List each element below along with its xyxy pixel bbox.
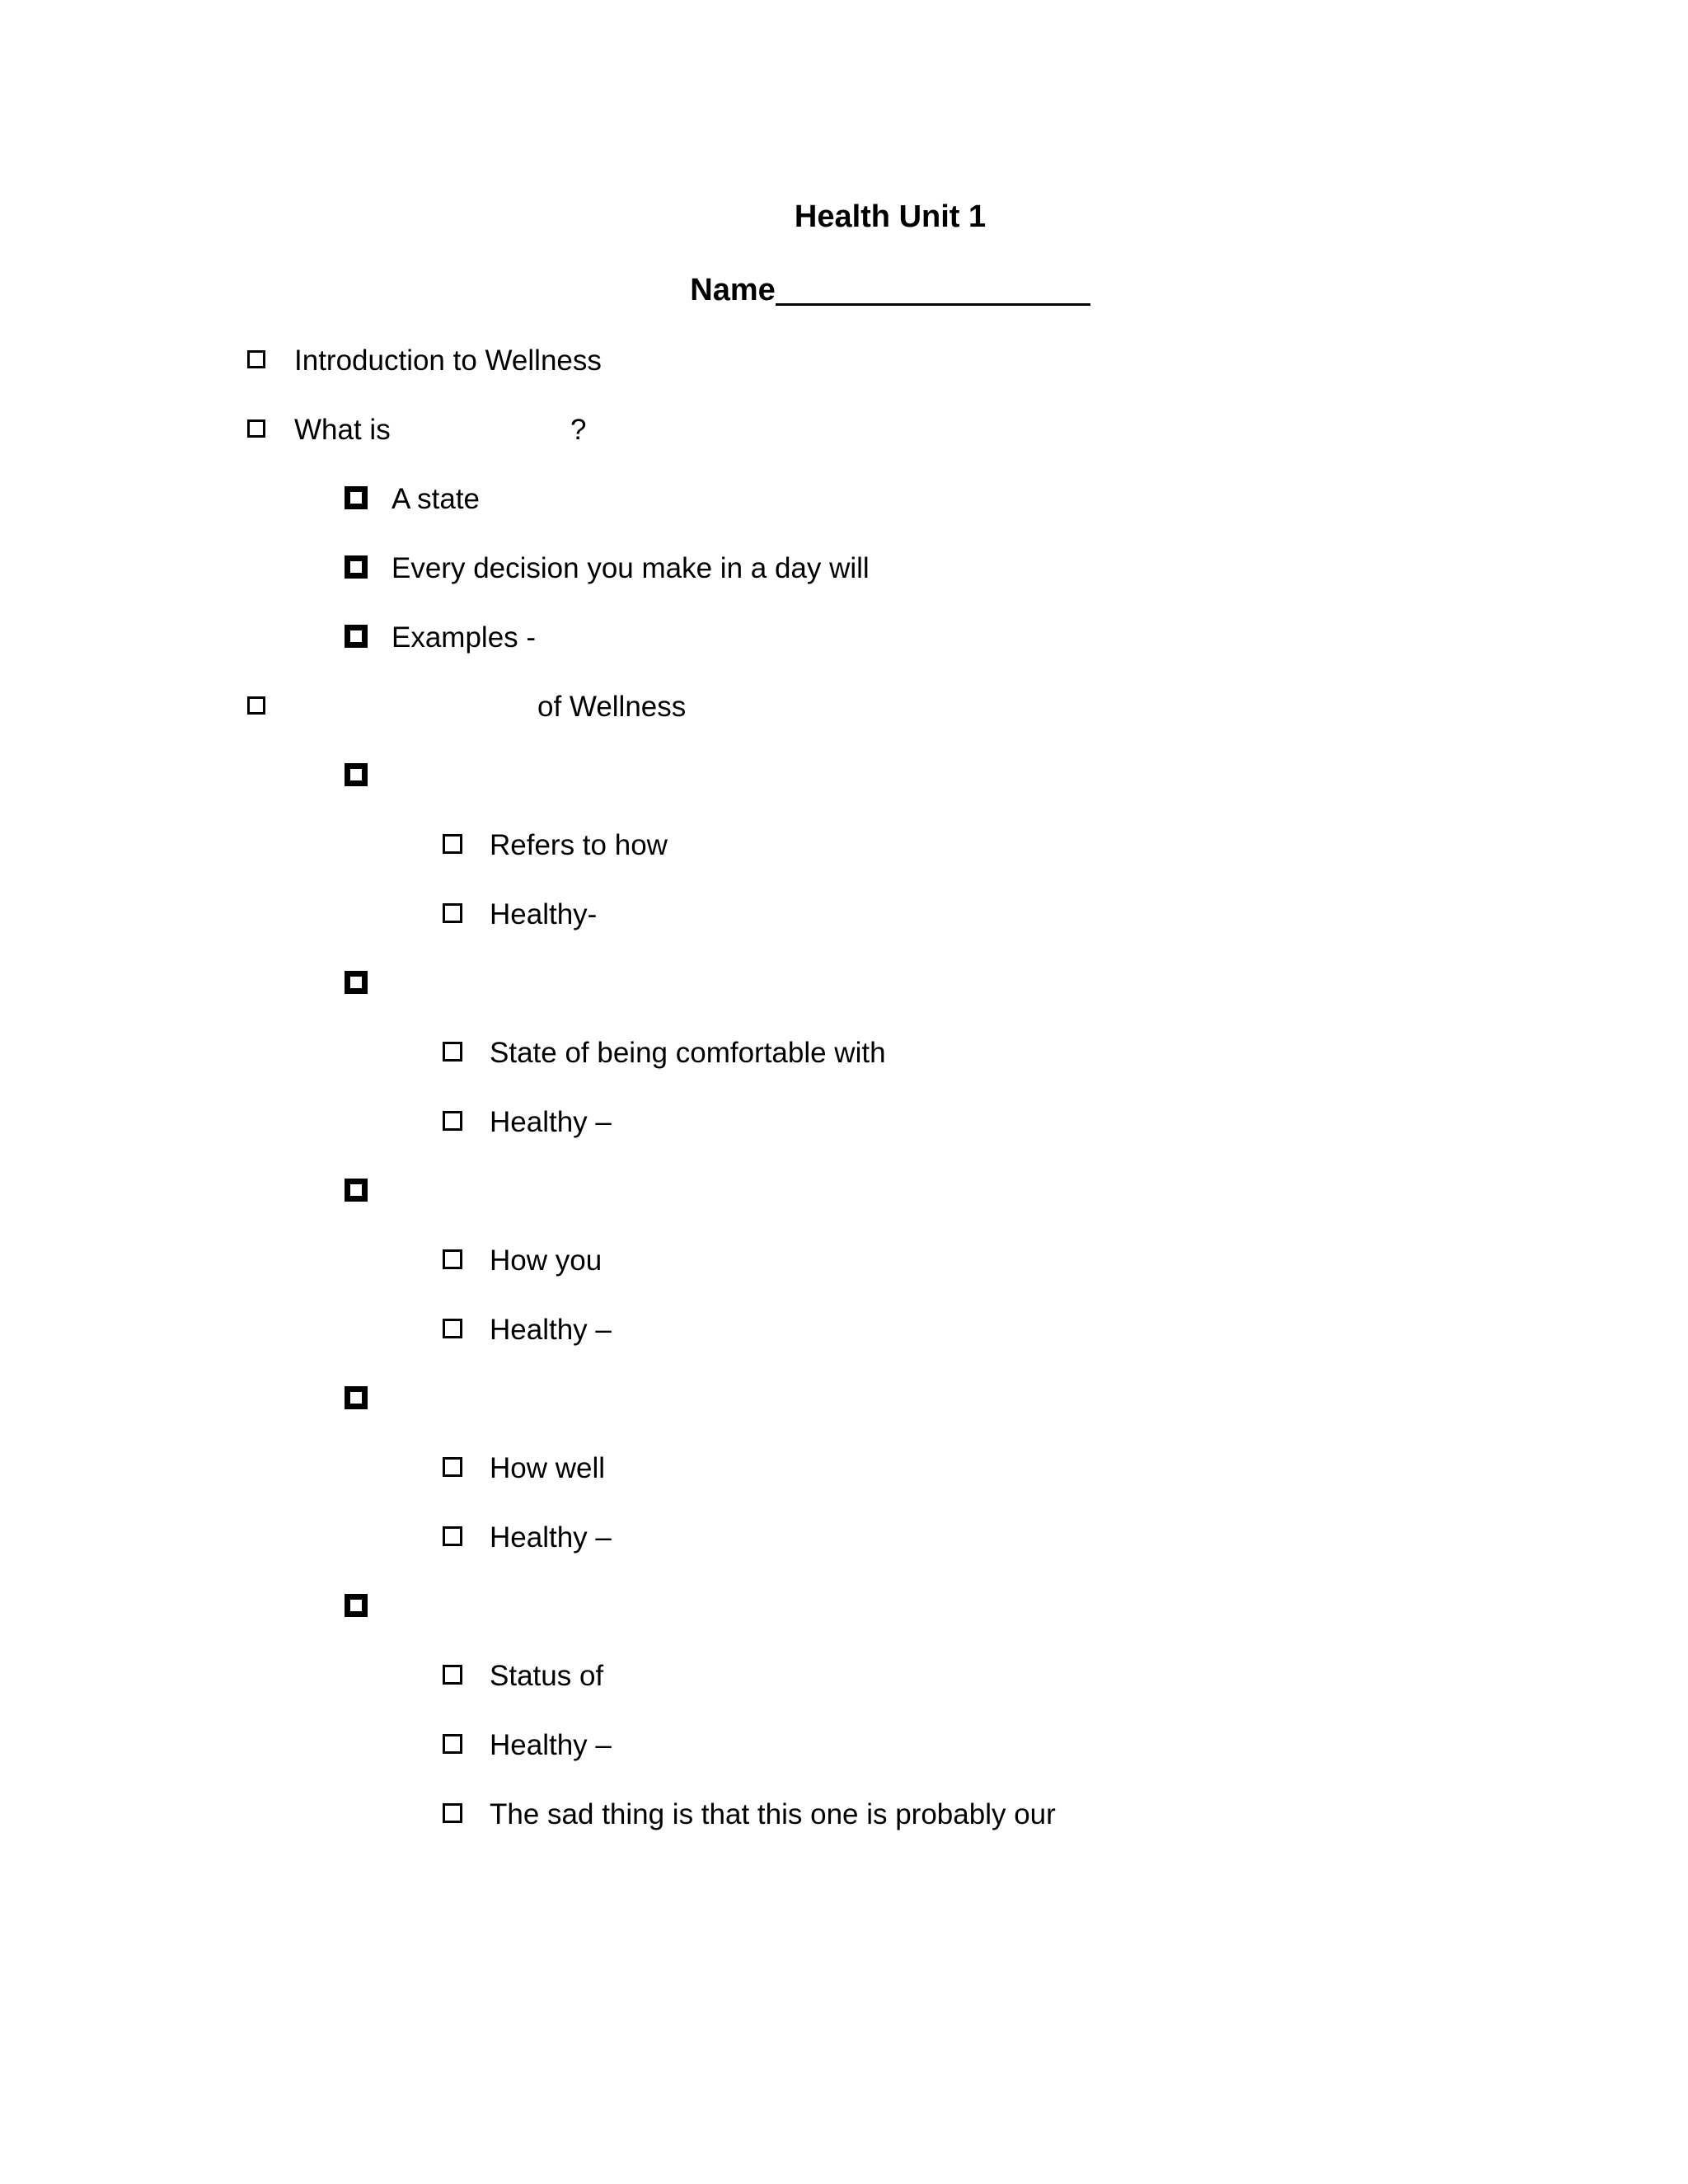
outline-item	[0, 1794, 1688, 1835]
outline-item-text: A state	[392, 483, 481, 515]
checkbox-bullet-icon	[443, 1526, 462, 1546]
outline-item-text: Examples -	[392, 621, 537, 654]
outline-item	[0, 687, 1688, 728]
outline-item	[0, 1725, 1688, 1766]
outline-item	[0, 1448, 1688, 1489]
outline-item-text-after-blank: ?	[570, 414, 587, 446]
outline-item-text: The sad thing is that this one is probably our	[490, 1798, 1056, 1830]
outline-item-text: Healthy –	[490, 1314, 612, 1346]
filled-bullet-icon	[345, 1594, 368, 1617]
name-field	[0, 269, 1688, 311]
outline-item	[0, 825, 1688, 866]
outline-item	[0, 410, 1688, 451]
filled-bullet-icon	[345, 763, 368, 786]
checkbox-bullet-icon	[443, 1249, 462, 1269]
checkbox-bullet-icon	[247, 350, 265, 368]
outline-item	[0, 1656, 1688, 1697]
checkbox-bullet-icon	[443, 1803, 462, 1823]
filled-bullet-icon	[345, 971, 368, 994]
outline-item-text: How well	[490, 1452, 606, 1484]
outline-item-text: Introduction to Wellness	[294, 344, 602, 377]
outline-item-text: Healthy-	[490, 898, 598, 930]
checkbox-bullet-icon	[247, 696, 265, 715]
outline-item	[0, 1379, 1688, 1420]
outline-item-text: Status of	[490, 1660, 604, 1692]
outline-item	[0, 617, 1688, 658]
outline-item	[0, 1033, 1688, 1074]
outline-item	[0, 340, 1688, 382]
checkbox-bullet-icon	[443, 1734, 462, 1754]
outline-item	[0, 1240, 1688, 1282]
outline-item	[0, 894, 1688, 935]
outline-item	[0, 756, 1688, 797]
outline-item-text-after-blank: of Wellness	[537, 691, 687, 723]
filled-bullet-icon	[345, 555, 368, 579]
filled-bullet-icon	[345, 1179, 368, 1202]
checkbox-bullet-icon	[443, 1319, 462, 1338]
page-title: Health Unit 1	[794, 199, 987, 234]
outline-item-text: State of being comfortable with	[490, 1037, 886, 1069]
filled-bullet-icon	[345, 1386, 368, 1409]
outline-item-text: What is	[294, 414, 391, 446]
outline-item	[0, 1310, 1688, 1351]
name-blank-line[interactable]	[776, 270, 1090, 306]
checkbox-bullet-icon	[443, 903, 462, 923]
checkbox-bullet-icon	[443, 1665, 462, 1685]
checkbox-bullet-icon	[443, 1111, 462, 1131]
checkbox-bullet-icon	[443, 1042, 462, 1062]
outline-item	[0, 963, 1688, 1005]
filled-bullet-icon	[345, 625, 368, 648]
name-label: Name	[690, 273, 776, 307]
checkbox-bullet-icon	[247, 419, 265, 438]
outline-item-text: Healthy –	[490, 1106, 612, 1138]
outline-item	[0, 1586, 1688, 1628]
outline-item-text: Healthy –	[490, 1729, 612, 1761]
filled-bullet-icon	[345, 486, 368, 509]
outline-item	[0, 479, 1688, 520]
outline-item	[0, 1102, 1688, 1143]
outline-item	[0, 1171, 1688, 1212]
outline-item-text: How you	[490, 1244, 603, 1277]
checkbox-bullet-icon	[443, 1457, 462, 1477]
outline-item-text: Refers to how	[490, 829, 668, 861]
checkbox-bullet-icon	[443, 834, 462, 854]
outline-item-text: Healthy –	[490, 1521, 612, 1554]
outline-item-text: Every decision you make in a day will	[392, 552, 870, 584]
outline-item	[0, 548, 1688, 589]
outline-item	[0, 1517, 1688, 1558]
